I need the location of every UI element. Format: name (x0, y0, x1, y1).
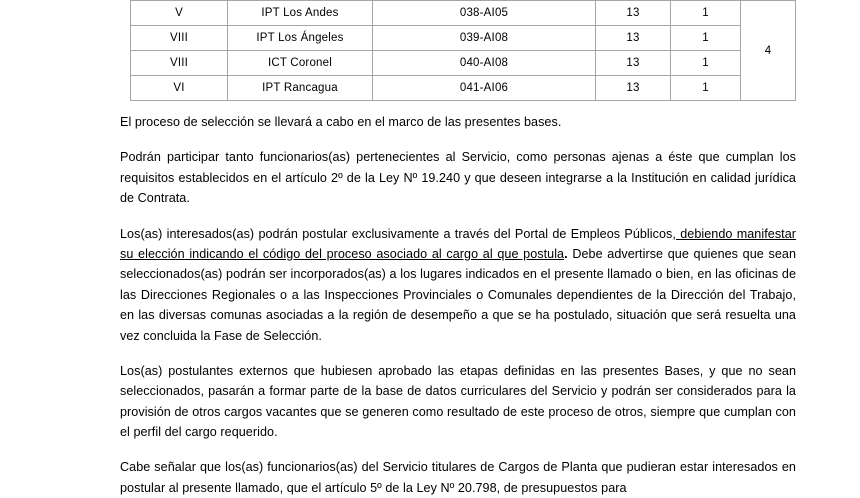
cell-total: 4 (741, 1, 796, 101)
cell-code: 040-AI08 (373, 51, 596, 76)
paragraph-process-selection: El proceso de selección se llevará a cabo en el marco de las presentes bases. (120, 115, 562, 129)
cell-code: 041-AI06 (373, 76, 596, 101)
cell-quantity: 13 (596, 76, 671, 101)
paragraph-application-portal (120, 224, 796, 346)
paragraph-text-segment: Los(as) interesados(as) podrán postular exclusivamente a través del Portal de Empleos Públicos (120, 226, 673, 241)
cell-region: V (131, 1, 228, 26)
cell-region: VIII (131, 26, 228, 51)
cell-unit: IPT Los Ángeles (228, 26, 373, 51)
table-row (131, 26, 796, 51)
cell-code: 038-AI05 (373, 1, 596, 26)
cell-vacancies: 1 (671, 26, 741, 51)
cell-quantity: 13 (596, 1, 671, 26)
cell-code: 039-AI08 (373, 26, 596, 51)
vacancy-table (130, 0, 796, 101)
table-body (131, 1, 796, 101)
paragraph-planta-officials: Cabe señalar que los(as) funcionarios(as) del Servicio titulares de Cargos de Planta que pudieran estar interesados en postular al presente llamado, que el artículo 5º de la Ley Nº 20.798, de presupuestos para (120, 460, 796, 495)
cell-unit: IPT Los Andes (228, 1, 373, 26)
paragraph-text-segment-bold: . (564, 246, 568, 261)
cell-region: VI (131, 76, 228, 101)
table-row (131, 1, 796, 26)
cell-region: VIII (131, 51, 228, 76)
paragraph-text-segment-rest: Debe advertirse que quienes que sean seleccionados(as) podrán ser incorporados(as) a los lugares indicados en el presente llamado o bien, en las oficinas de las Direcciones Regionales o a las Inspecciones Provinciales o Comunales dependientes de la Dirección del Trabajo, en las diversas comunas asociadas a la región de desempeño a que se ha postulado, situación que será resuelta una vez concluida la Fase de Selección. (120, 246, 796, 343)
paragraph-external-applicants: Los(as) postulantes externos que hubiesen aprobado las etapas definidas en las presentes Bases, y que no sean seleccionados, pasarán a formar parte de la base de datos curriculares del Servicio y podrán ser considerados para la provisión de otros cargos vacantes que se generen como resultado de este proceso de otros, siempre que cumplan con el perfil del cargo requerido. (120, 363, 796, 440)
vacancy-table-wrapper (130, 0, 772, 101)
document-body (120, 112, 796, 498)
table-row (131, 51, 796, 76)
cell-vacancies: 1 (671, 51, 741, 76)
paragraph-text-segment-underlined: , debiendo manifestar su elección (120, 226, 797, 261)
paragraph-text-segment-code-note: indicando el código del proceso asociado al cargo al que postula (184, 246, 565, 261)
cell-quantity: 13 (596, 51, 671, 76)
cell-vacancies: 1 (671, 76, 741, 101)
cell-unit: ICT Coronel (228, 51, 373, 76)
cell-quantity: 13 (596, 26, 671, 51)
table-row (131, 76, 796, 101)
paragraph-participation: Podrán participar tanto funcionarios(as) pertenecientes al Servicio, como personas ajenas a éste que cumplan los requisitos establecidos en el artículo 2º de la Ley Nº 19.240 y que deseen integrarse a la Institución en calidad jurídica de Contrata. (120, 150, 796, 206)
cell-vacancies: 1 (671, 1, 741, 26)
cell-unit: IPT Rancagua (228, 76, 373, 101)
